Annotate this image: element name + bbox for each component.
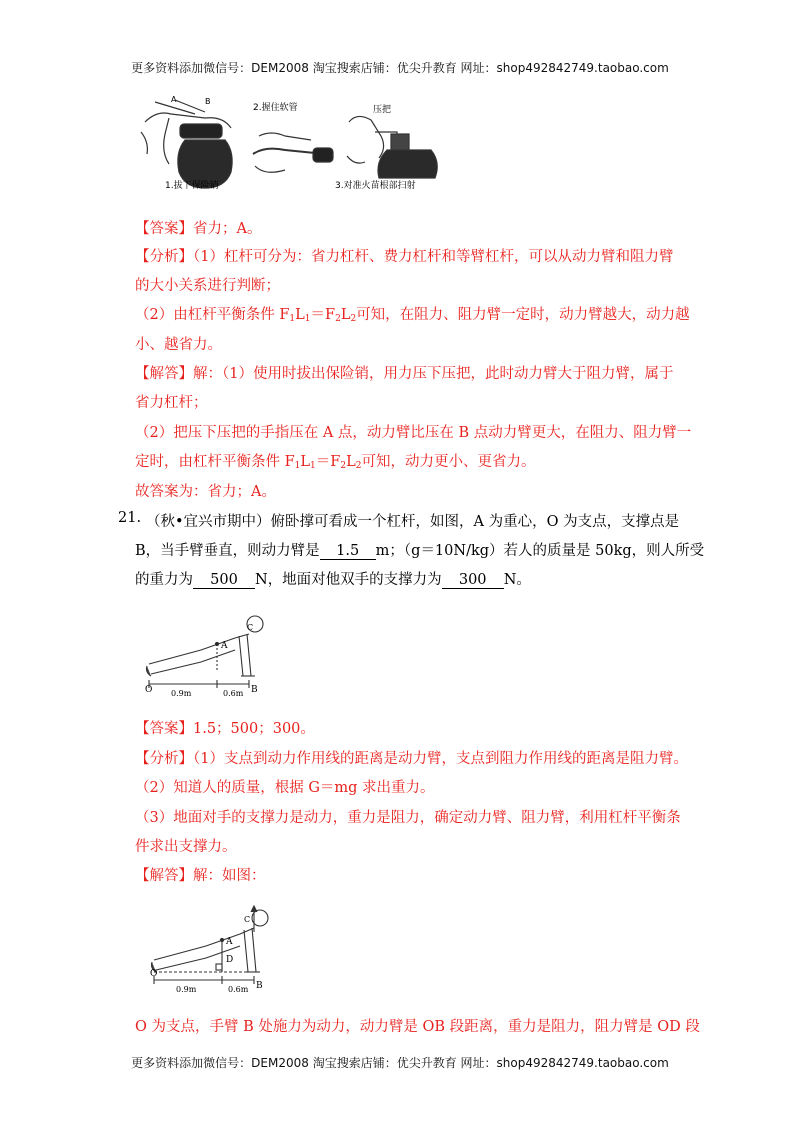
- q20-solution-line2: 省力杠杆；: [135, 395, 208, 411]
- pushup-figure: [143, 604, 268, 700]
- q20-analysis-line1: 【分析】（1）杠杆可分为：省力杠杆、费力杠杆和等臂杠杆，可以从动力臂和阻力臂: [135, 249, 674, 265]
- q20-analysis-line3: （2）由杠杆平衡条件 $F_1L_1=F_2L_2$可知，在阻力、阻力臂一定时，动力臂越大，动力越: [135, 307, 690, 324]
- q20-analysis-line2: 的大小关系进行判断；: [135, 278, 280, 294]
- q20-solution-line4: 定时，由杠杆平衡条件 $F_1L_1=F_2L_2$可知，动力更小、更省力。: [135, 454, 536, 471]
- page-footer: 更多资料添加微信号：DEM2008 淘宝搜索店铺：优尖升教育 网址：shop492842749.taobao.com: [131, 1056, 669, 1070]
- q20-analysis-line4: 小、越省力。: [135, 337, 222, 353]
- q21-solution-line1: 【解答】解：如图：: [135, 868, 266, 884]
- step1-caption: 1.拔下保险销: [165, 181, 219, 191]
- fig3-dim-1: 0.9m: [176, 985, 197, 994]
- q21-analysis-line3: （3）地面对手的支撑力是动力，重力是阻力，确定动力臂、阻力臂，利用杠杆平衡条: [135, 810, 681, 826]
- figure-label-b: B: [205, 97, 211, 106]
- q21-stem-line2: B，当手臂垂直，则动力臂是 1.5 m；（g＝10N/kg）若人的质量是 50kg，则人所受: [135, 543, 705, 559]
- page-header: 更多资料添加微信号：DEM2008 淘宝搜索店铺：优尖升教育 网址：shop492842749.taobao.com: [131, 61, 669, 75]
- q21-stem-line3: 的重力为 500 N，地面对他双手的支撑力为 300 N。: [135, 572, 531, 588]
- q21-answer: 【答案】1.5；500；300。: [135, 721, 315, 737]
- step3-caption: 3.对准火苗根部扫射: [335, 181, 416, 191]
- fig2-label-o: O: [145, 685, 153, 695]
- fig2-dim-1: 0.9m: [171, 689, 192, 698]
- fig2-label-a: A: [221, 641, 228, 651]
- q20-final-answer: 故答案为：省力；A。: [135, 484, 276, 500]
- fig3-label-d: D: [226, 955, 234, 965]
- figure-label-a: A: [171, 95, 177, 104]
- q21-blank-2: 500: [193, 572, 255, 589]
- extinguisher-figure: [135, 92, 465, 196]
- q21-number: 21.: [118, 510, 142, 526]
- fig2-label-c: C: [247, 623, 254, 632]
- q20-answer: 【答案】省力；A。: [135, 221, 262, 237]
- q21-blank-3: 300: [442, 572, 504, 589]
- fig2-label-b: B: [251, 685, 258, 695]
- q20-solution-line1: 【解答】解：（1）使用时拔出保险销，用力压下压把，此时动力臂大于阻力臂，属于: [135, 366, 674, 382]
- step2-caption: 2.握住软管: [253, 103, 298, 113]
- q21-stem-line1: （秋•宜兴市期中）俯卧撑可看成一个杠杆，如图，A 为重心，O 为支点，支撑点是: [146, 514, 680, 530]
- q20-solution-line3: （2）把压下压把的手指压在 A 点，动力臂比压在 B 点动力臂更大，在阻力、阻力臂一: [135, 425, 692, 441]
- q21-analysis-line4: 件求出支撑力。: [135, 839, 237, 855]
- step3-top-caption: 压把: [373, 105, 392, 115]
- q21-analysis-line2: （2）知道人的质量，根据 G＝mg 求出重力。: [135, 780, 435, 796]
- fig3-label-b: B: [256, 981, 263, 991]
- q21-blank-1: 1.5: [320, 543, 376, 560]
- fig2-dim-2: 0.6m: [223, 689, 244, 698]
- q21-solution-line2: O 为支点，手臂 B 处施力为动力，动力臂是 OB 段距离，重力是阻力，阻力臂是 OD 段: [135, 1019, 700, 1035]
- fig3-label-o: O: [150, 969, 158, 979]
- q21-analysis-line1: 【分析】（1）支点到动力作用线的距离是动力臂，支点到阻力作用线的距离是阻力臂。: [135, 751, 688, 767]
- fig3-label-a: A: [226, 937, 233, 947]
- fig3-label-c: C: [244, 915, 251, 924]
- pushup-solution-figure: [148, 896, 273, 996]
- fig3-dim-2: 0.6m: [228, 985, 249, 994]
